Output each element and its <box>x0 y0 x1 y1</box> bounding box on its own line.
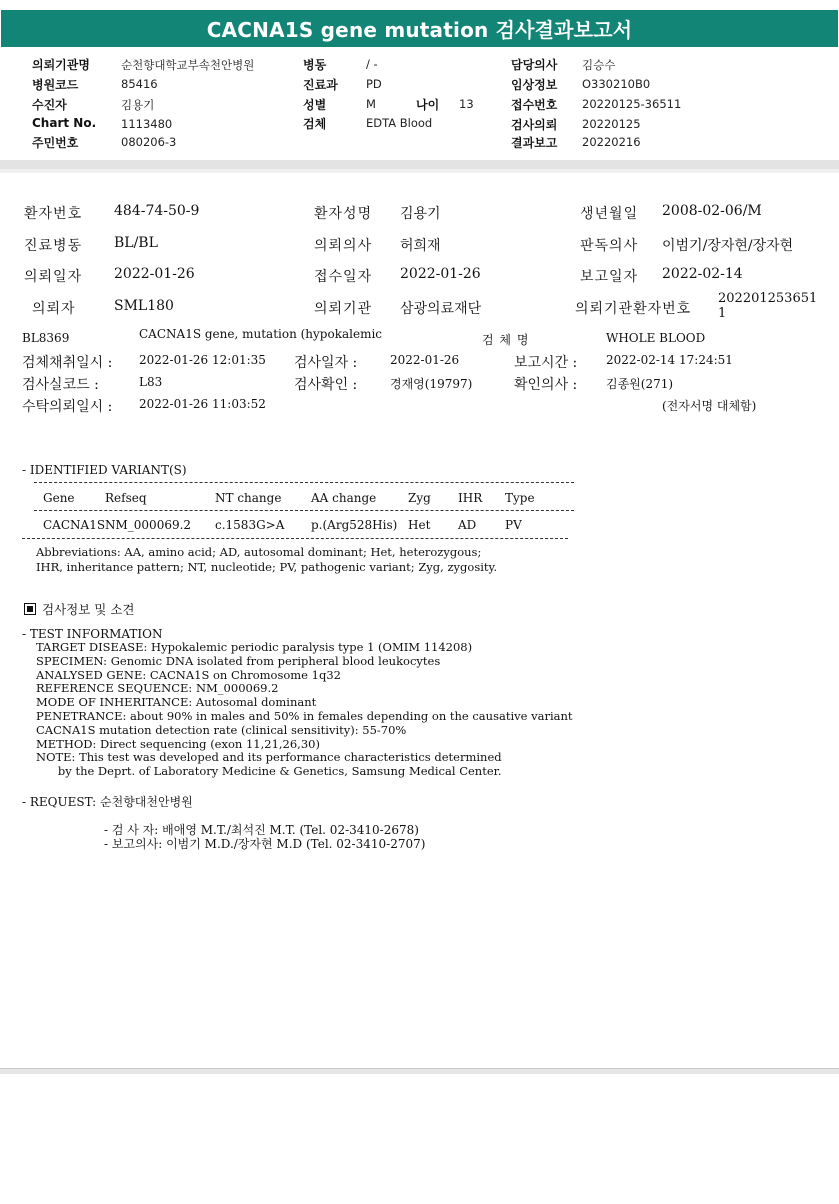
resident-no-label: 주민번호 <box>32 136 79 150</box>
test-confirm-label: 검사확인 : <box>294 377 358 393</box>
test-code: BL8369 <box>22 331 70 345</box>
table-top-rule <box>34 482 574 483</box>
cell-zyg: Het <box>408 518 431 532</box>
col-zyg: Zyg <box>408 491 431 505</box>
test-info-line: METHOD: Direct sequencing (exon 11,21,26,30) <box>36 736 320 751</box>
doctor: 김승수 <box>582 58 616 72</box>
findings-title-text: 검사정보 및 소견 <box>42 602 135 617</box>
requesting-org: 순천향대학교부속천안병원 <box>121 58 255 72</box>
ward-label-2: 진료병동 <box>24 238 83 254</box>
report-date-label: 보고일자 <box>580 269 639 285</box>
cell-ihr: AD <box>458 518 477 532</box>
age-label: 나이 <box>416 98 440 112</box>
specimen-name: WHOLE BLOOD <box>606 331 706 345</box>
req-org: 삼광의료재단 <box>400 301 482 317</box>
consign: 2022-01-26 11:03:52 <box>139 397 266 411</box>
tester-line: - 검 사 자: 배애영 M.T./최석진 M.T. (Tel. 02-3410-2678) <box>104 823 419 837</box>
test-info-lines <box>36 641 573 779</box>
age: 13 <box>459 97 474 111</box>
page-bottom-divider <box>0 1068 839 1074</box>
col-ihr: IHR <box>458 491 483 505</box>
clinical-info-label: 임상정보 <box>511 78 558 92</box>
lab-code-label: 검사실코드 : <box>22 377 99 393</box>
ward-2: BL/BL <box>114 235 158 251</box>
dept-label: 진료과 <box>303 78 338 92</box>
header-divider-shadow <box>0 169 839 173</box>
cell-type: PV <box>505 518 522 532</box>
specimen-name-label: 검 체 명 <box>482 333 530 347</box>
findings-section-title <box>24 600 134 618</box>
sex-label: 성별 <box>303 98 327 112</box>
ward-label: 병동 <box>303 58 327 72</box>
request-line: - REQUEST: 순천향대천안병원 <box>22 795 193 809</box>
abbrev-line-2: IHR, inheritance pattern; NT, nucleotide; PV, pathogenic variant; Zyg, zygosity. <box>36 560 498 574</box>
collect-label: 검체채취일시 : <box>22 355 113 371</box>
dob: 2008-02-06/M <box>662 203 762 219</box>
test-info-line: TARGET DISEASE: Hypokalemic periodic paralysis type 1 (OMIM 114208) <box>36 640 473 654</box>
req-date: 2022-01-26 <box>114 266 195 282</box>
cell-refseq: NM_000069.2 <box>105 518 192 532</box>
report-time: 2022-02-14 17:24:51 <box>606 353 733 367</box>
result-report: 20220216 <box>582 135 641 149</box>
receipt-no-label: 접수번호 <box>511 98 558 112</box>
test-info-heading: - TEST INFORMATION <box>22 627 163 641</box>
patient: 김용기 <box>121 98 155 112</box>
report-title: CACNA1S gene mutation 검사결과보고서 <box>1 10 838 47</box>
report-time-label: 보고시간 : <box>514 355 578 371</box>
dept: PD <box>366 77 382 91</box>
confirm-doctor: 김종원(271) <box>606 377 674 391</box>
req-doctor: 허희재 <box>400 238 441 254</box>
patient-no-label: 환자번호 <box>24 206 83 222</box>
patient-name-label: 환자성명 <box>314 206 373 222</box>
requesting-org-label: 의뢰기관명 <box>32 58 90 72</box>
test-info-line: by the Deprt. of Laboratory Medicine & Genetics, Samsung Medical Center. <box>36 764 502 779</box>
test-request: 20220125 <box>582 117 641 131</box>
reading-doctor-label: 판독의사 <box>580 238 639 254</box>
test-info-line: SPECIMEN: Genomic DNA isolated from peripheral blood leukocytes <box>36 653 441 668</box>
req-doctor-label: 의뢰의사 <box>314 238 373 254</box>
col-gene: Gene <box>43 491 75 505</box>
test-info-line: PENETRANCE: about 90% in males and 50% in females depending on the causative variant <box>36 708 573 723</box>
chart-no: 1113480 <box>121 117 173 131</box>
consign-label: 수탁의뢰일시 : <box>22 399 113 415</box>
test-name: CACNA1S gene, mutation (hypokalemic <box>139 327 383 341</box>
receipt-date: 2022-01-26 <box>400 266 481 282</box>
patient-label: 수진자 <box>32 98 67 112</box>
lab-code: L83 <box>139 375 163 389</box>
test-info-line: NOTE: This test was developed and its performance characteristics determined <box>36 750 502 765</box>
specimen: EDTA Blood <box>366 116 433 130</box>
hospital-code-label: 병원코드 <box>32 78 79 92</box>
confirm-doctor-label: 확인의사 : <box>514 377 578 393</box>
requester-label: 의뢰자 <box>32 301 76 317</box>
header-divider <box>0 160 839 169</box>
doctor-label: 담당의사 <box>511 58 558 72</box>
test-confirm: 경재영(19797) <box>390 377 473 391</box>
resident-no: 080206-3 <box>121 135 177 149</box>
chart-no-label: Chart No. <box>32 116 97 130</box>
reporter-line: - 보고의사: 이범기 M.D./장자현 M.D (Tel. 02-3410-2707) <box>104 837 426 851</box>
result-report-label: 결과보고 <box>511 136 558 150</box>
col-type: Type <box>505 491 535 505</box>
col-refseq: Refseq <box>105 491 147 505</box>
variants-heading: - IDENTIFIED VARIANT(S) <box>22 463 187 477</box>
test-info-line: ANALYSED GENE: CACNA1S on Chromosome 1q32 <box>36 667 341 682</box>
table-header-rule <box>34 510 574 511</box>
clinical-info: O330210B0 <box>582 77 651 91</box>
test-info-line: MODE OF INHERITANCE: Autosomal dominant <box>36 695 317 710</box>
test-request-label: 검사의뢰 <box>511 118 558 132</box>
patient-name: 김용기 <box>400 206 441 222</box>
specimen-label: 검체 <box>303 117 327 131</box>
req-org-label: 의뢰기관 <box>314 301 373 317</box>
esign-note: (전자서명 대체함) <box>662 399 757 413</box>
report-header <box>0 47 839 160</box>
test-info-line: REFERENCE SEQUENCE: NM_000069.2 <box>36 681 279 696</box>
report-date: 2022-02-14 <box>662 266 743 282</box>
test-date: 2022-01-26 <box>390 353 460 367</box>
org-patient-no-label: 의뢰기관환자번호 <box>575 301 692 317</box>
collect: 2022-01-26 12:01:35 <box>139 353 266 367</box>
patient-no: 484-74-50-9 <box>114 203 200 219</box>
reading-doctor: 이범기/장자현/장자현 <box>662 238 794 254</box>
abbrev-line-1: Abbreviations: AA, amino acid; AD, autosomal dominant; Het, heterozygous; <box>36 545 482 559</box>
cell-aa-change: p.(Arg528His) <box>311 518 398 532</box>
receipt-no: 20220125-36511 <box>582 97 682 111</box>
sex: M <box>366 97 376 111</box>
cell-nt-change: c.1583G>A <box>215 518 285 532</box>
org-patient-no-2: 1 <box>718 306 727 321</box>
requester: SML180 <box>114 298 174 314</box>
col-nt-change: NT change <box>215 491 282 505</box>
org-patient-no-1: 202201253651 <box>718 291 818 306</box>
req-date-label: 의뢰일자 <box>24 269 83 285</box>
test-date-label: 검사일자 : <box>294 355 358 371</box>
col-aa-change: AA change <box>311 491 377 505</box>
cell-gene: CACNA1S <box>43 518 106 532</box>
table-bottom-rule <box>22 538 568 539</box>
filled-square-icon <box>24 603 36 615</box>
ward: / - <box>366 57 378 71</box>
test-info-line: CACNA1S mutation detection rate (clinical sensitivity): 55-70% <box>36 722 407 737</box>
receipt-date-label: 접수일자 <box>314 269 373 285</box>
hospital-code: 85416 <box>121 77 158 91</box>
dob-label: 생년월일 <box>580 206 639 222</box>
